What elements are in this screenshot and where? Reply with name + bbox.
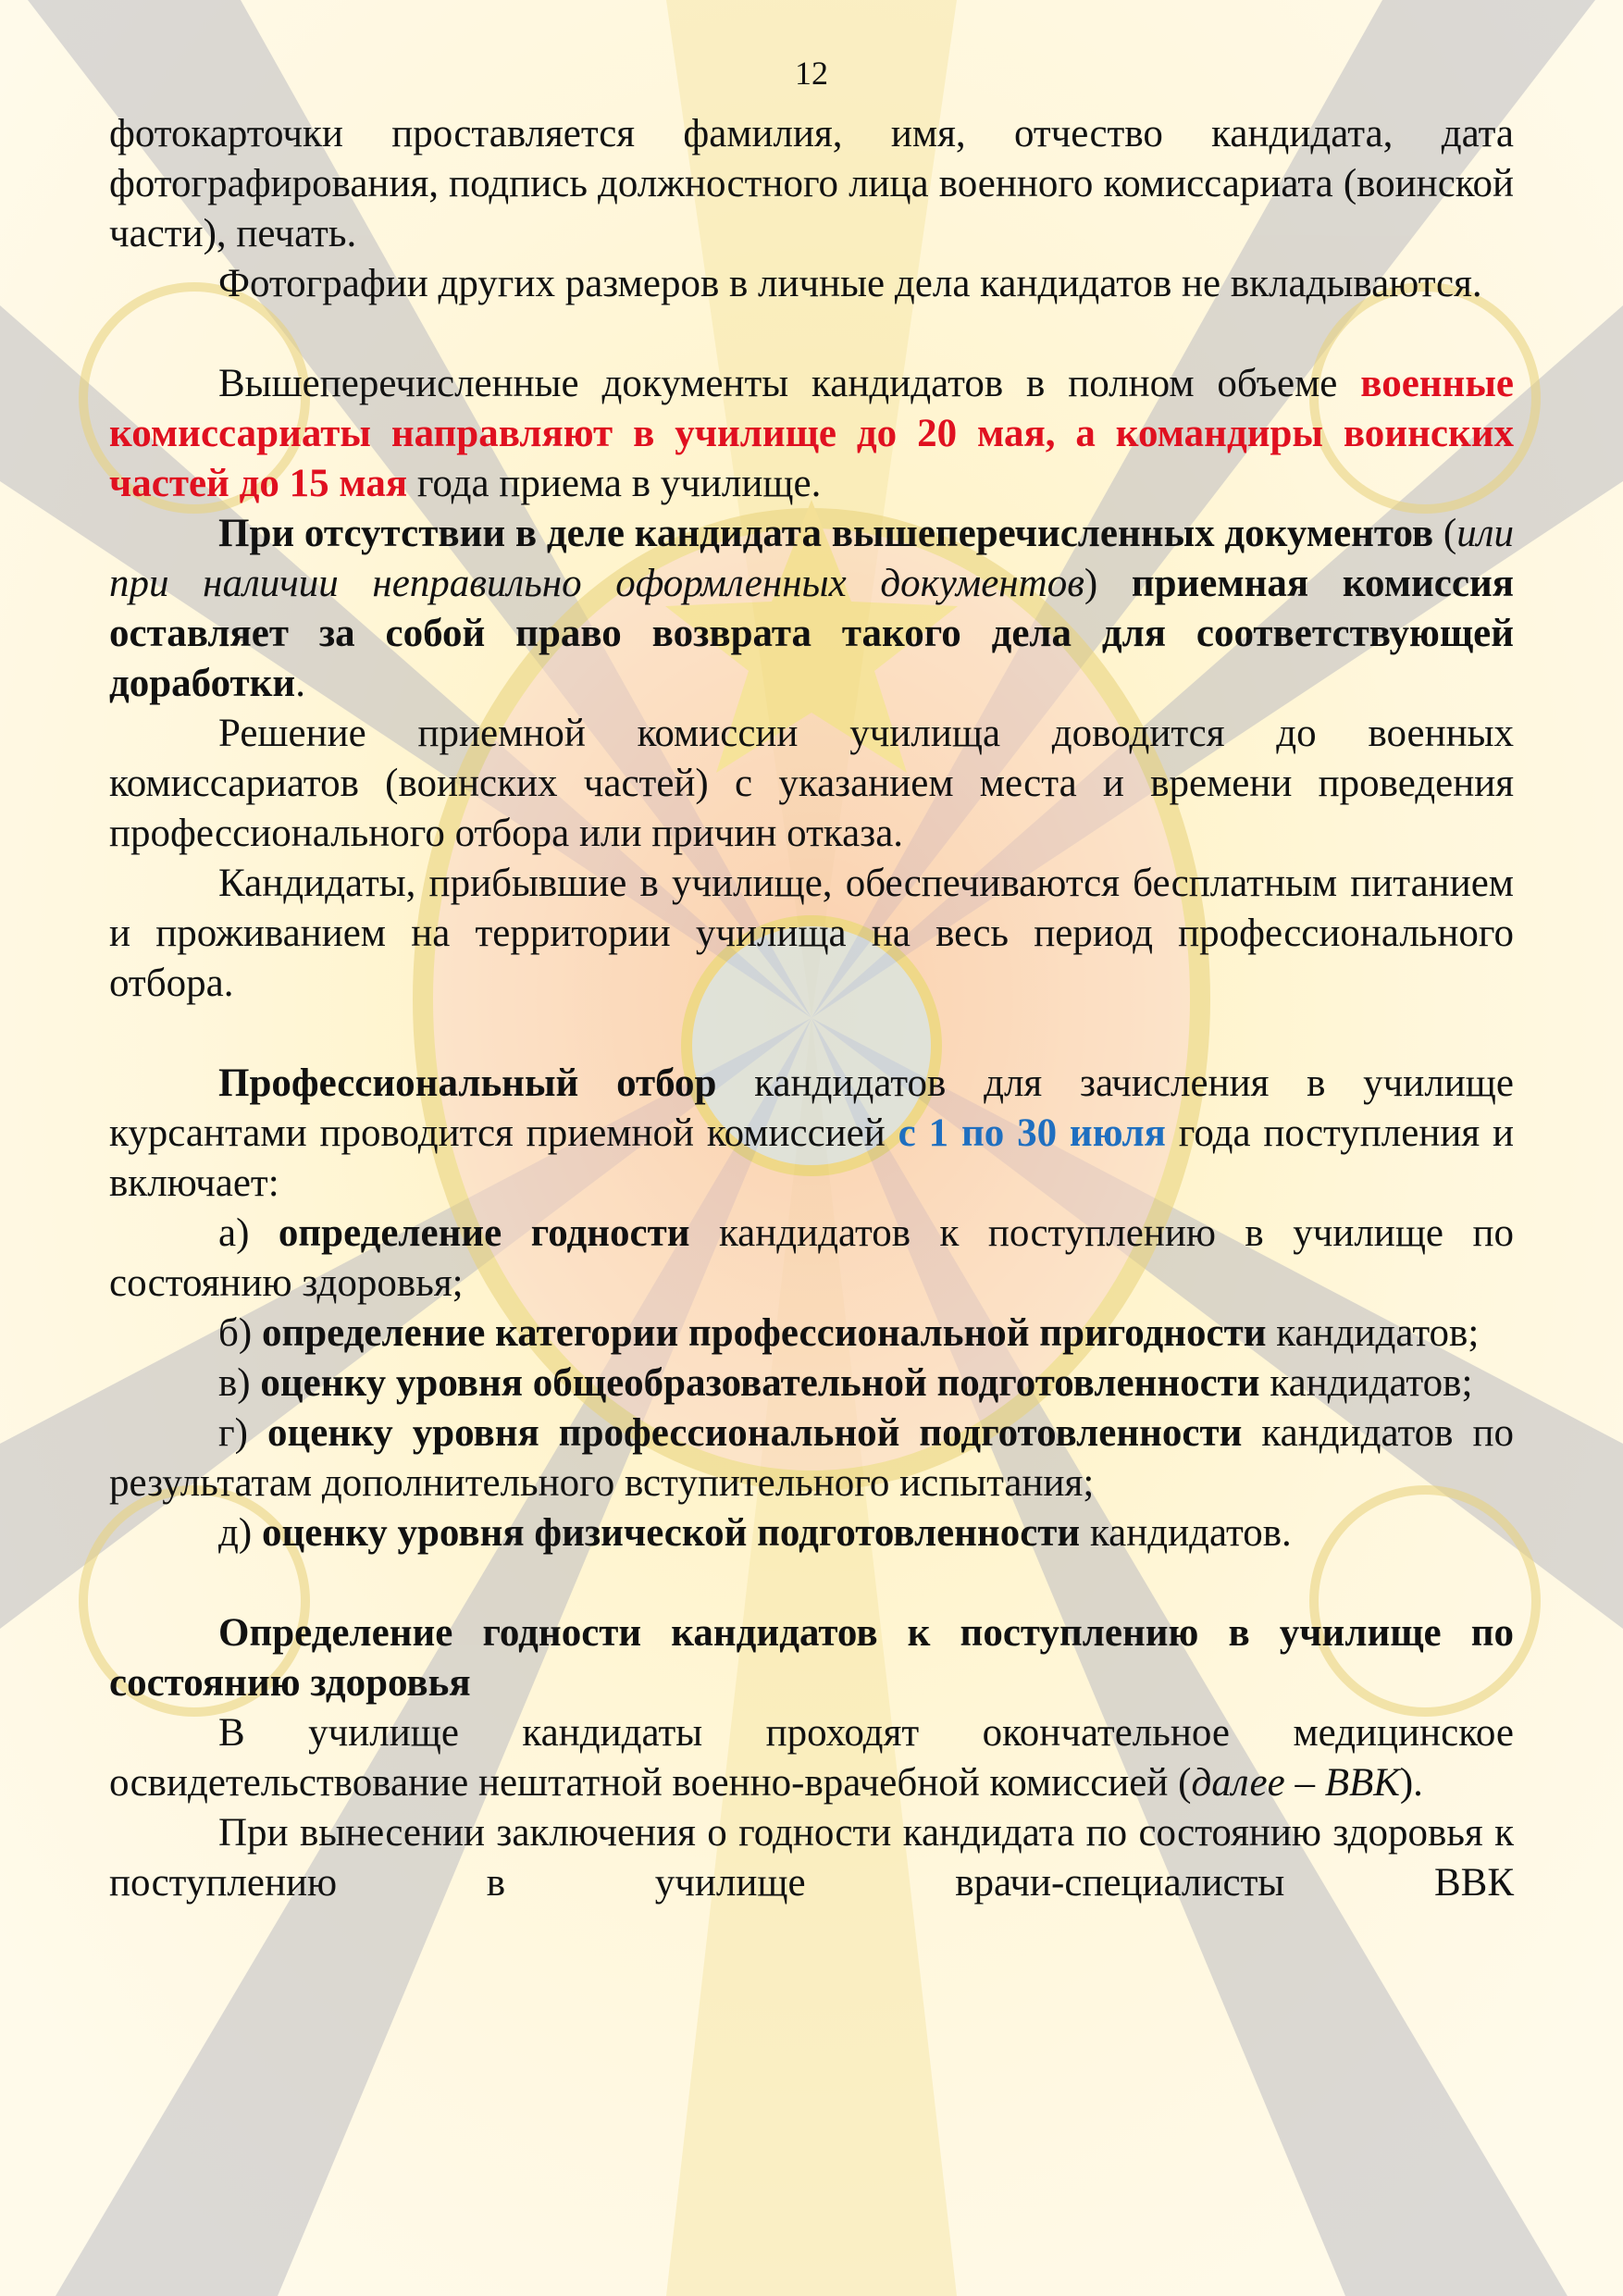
list-bold: оценку уровня физической подготовленности xyxy=(261,1511,1081,1555)
paragraph-conclusion: При вынесении заключения о годности кандидата по состоянию здоровья к поступлению в училище врачи-специалисты ВВК xyxy=(109,1811,1514,1905)
medical-text-2: ). xyxy=(1399,1761,1423,1805)
list-bold: определение годности xyxy=(278,1211,690,1255)
list-rest: кандидатов. xyxy=(1080,1511,1292,1555)
list-marker: а) xyxy=(218,1211,279,1255)
deadline-text-start: Вышеперечисленные документы кандидатов в полном объеме xyxy=(218,362,1361,405)
list-item xyxy=(109,1508,1514,1558)
return-bold-1: При отсутствии в деле кандидата вышеперечисленных документов xyxy=(218,512,1434,555)
medical-text-1: В училище кандидаты проходят окончательное медицинское освидетельствование нештатной военно-врачебной комиссией ( xyxy=(109,1711,1514,1805)
return-text-1: ( xyxy=(1433,512,1457,555)
paragraph-commission-decision: Решение приемной комиссии училища доводится до военных комиссариатов (воинских частей) с указанием места и времени проведения профессионального отбора или причин отказа. xyxy=(109,712,1514,855)
list-rest: кандидатов по результатам дополнительного вступительного испытания; xyxy=(109,1411,1514,1505)
list-item xyxy=(109,1209,1514,1309)
paragraph-free-accommodation: Кандидаты, прибывшие в училище, обеспечиваются бесплатным питанием и проживанием на территории училища на весь период профессионального отбора. xyxy=(109,862,1514,1005)
list-marker: г) xyxy=(218,1411,267,1455)
selection-bold: Профессиональный отбор xyxy=(218,1061,717,1105)
list-marker: в) xyxy=(218,1361,261,1405)
return-bold-2: приемная комиссия оставляет за собой право возврата такого дела для соответствующей доработки xyxy=(109,562,1514,705)
list-bold: оценку уровня профессиональной подготовленности xyxy=(266,1411,1243,1455)
selection-text-1: кандидатов для зачисления в училище курсантами проводится приемной комиссией xyxy=(109,1061,1514,1155)
list-rest: кандидатов; xyxy=(1259,1361,1473,1405)
selection-text-2: года поступления и включает: xyxy=(109,1111,1515,1205)
list-item xyxy=(109,1309,1514,1359)
paragraph-documents-deadline xyxy=(109,359,1514,509)
paragraph-return-right xyxy=(109,509,1514,709)
deadline-highlight: военные комиссариаты направляют в училище до 20 мая, а командиры воинских частей до 15 мая xyxy=(109,362,1514,505)
document-body xyxy=(109,109,1514,1908)
paragraph-photo-details: фотокарточки проставляется фамилия, имя, отчество кандидата, дата фотографирования, подпись должностного лица военного комиссариата (воинской части), печать. xyxy=(109,112,1514,255)
list-item xyxy=(109,1409,1514,1508)
list-marker: б) xyxy=(218,1311,262,1355)
section-heading xyxy=(109,1608,1514,1708)
selection-dates: с 1 по 30 июля xyxy=(898,1111,1166,1155)
list-marker: д) xyxy=(218,1511,262,1555)
paragraph-professional-selection xyxy=(109,1059,1514,1209)
list-rest: кандидатов; xyxy=(1266,1311,1480,1355)
return-text-3: . xyxy=(295,662,305,705)
list-rest: кандидатов к поступлению в училище по состоянию здоровья; xyxy=(109,1211,1514,1305)
deadline-text-end: года приема в училище. xyxy=(407,462,822,505)
list-bold: определение категории профессиональной пригодности xyxy=(261,1311,1267,1355)
page-number: 12 xyxy=(795,55,828,92)
paragraph-photo-sizes: Фотографии других размеров в личные дела кандидатов не вкладываются. xyxy=(218,262,1482,305)
section-heading-text: Определение годности кандидатов к поступлению в училище по состоянию здоровья xyxy=(109,1611,1514,1705)
medical-italic: далее – ВВК xyxy=(1191,1761,1400,1805)
return-italic: или при наличии неправильно оформленных документов xyxy=(109,512,1514,605)
return-text-2: ) xyxy=(1084,562,1132,605)
list-item xyxy=(109,1359,1514,1409)
list-bold: оценку уровня общеобразовательной подготовленности xyxy=(260,1361,1260,1405)
paragraph-medical-exam xyxy=(109,1708,1514,1808)
